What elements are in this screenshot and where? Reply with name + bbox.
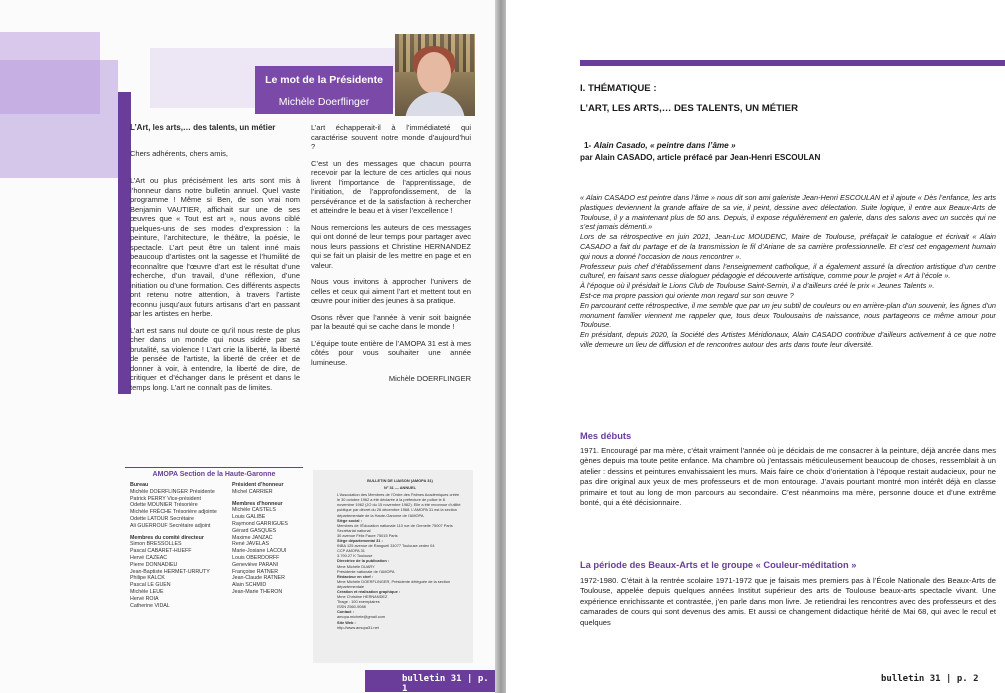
debuts-paragraph	[580, 446, 996, 508]
editorial-column-1	[130, 123, 300, 399]
bureau-heading: Bureau	[130, 482, 149, 488]
page-number: bulletin 31 | p. 2	[881, 674, 979, 684]
member-item: Maxime JANZAC	[232, 534, 273, 541]
editorial-heading: L’Art, les arts,… des talents, un métier	[130, 123, 276, 132]
member-item: Jean-Marie THERON	[232, 588, 283, 595]
left-page	[0, 0, 497, 693]
member-item: Geneviève PARANI	[232, 561, 279, 568]
editorial-paragraph: L’Art ou plus précisément les arts sont mis à l’honneur dans notre bulletin annuel. Quel vaste programme ! Même si Ben, de son vrai nom Benjamin VAUTIER, affichait sur une de ses œuvres que « Tout est art », nous avons ciblé quelques-uns de ses modes d’expression : la peinture, l’architecture, le théâtre, la poésie, le spectacle. L’art peut être un talent inné mais beaucoup d’artistes ont la sagesse et l’humilité de reconnaître que l’œuvre d’art est le résultat d’une recherche, d’un travail, d’une réflexion, d’une initiation ou d’une formation. Ces différents aspects ont retenu notre attention, à travers l’artiste reconnu jusqu’aux futurs artisans d’art en passant par les artistes en herbe.	[130, 176, 300, 318]
president-name: Michèle Doerflinger	[278, 96, 370, 108]
member-item: Michèle CASTELS	[232, 507, 276, 514]
preface-paragraph: « Alain CASADO est peintre dans l’âme » nous dit son ami galeriste Jean-Henri ESCOULAN et il ajoute « Dès l’enfance, les arts plastiques deviennent la grande affaire de sa vie, il peint, dessine avec délectation. Suite logique, il entre aux Beaux-Arts de Toulouse, il y a maintenant plus de 50 ans. Depuis, il expose régulièrement en galerie, dans des salons avec un succès qui ne s’est jamais démenti.»	[580, 193, 996, 232]
preface-paragraph: Professeur puis chef d’établissement dans l’enseignement catholique, il a également assuré la direction artistique d’un centre culturel, en faisant sans cesse dialoguer pédagogie et découverte artistique, comme pour le projet « Art à l’école ».	[580, 261, 996, 281]
article-number: 1-	[584, 141, 594, 150]
member-item: Michèle FRÈCHE Trésorière adjointe	[130, 509, 217, 516]
liaison-line: Contact :	[337, 609, 354, 615]
member-item: Gérard GASQUES	[232, 527, 277, 534]
article-subtitle	[580, 140, 820, 164]
editorial-paragraph: Nous vous invitons à approcher l’univers de celles et ceux qui aiment l’art et mettent tout en œuvre pour initier des jeunes à sa pratique.	[311, 277, 471, 305]
theme-heading-line: L’ART, LES ARTS,… DES TALENTS, UN MÉTIER	[580, 103, 798, 114]
member-item: Jean-Claude RATNER	[232, 575, 285, 582]
article-title: Alain Casado, « peintre dans l’âme »	[593, 141, 736, 150]
member-item: Simon BRESSOLLES	[130, 541, 182, 548]
honneur-list	[232, 482, 310, 596]
member-item: Pierre DONNADIEU	[130, 561, 178, 568]
editorial-paragraph: L’art échapperait-il à l’immédiateté qui caractérise souvent notre monde d’aujourd’hui ?	[311, 123, 471, 151]
president-title: Le mot de la Présidente	[265, 74, 383, 86]
member-item: Jean-Baptiste HERMET-URRUTY	[130, 568, 210, 575]
decorative-block	[0, 60, 118, 178]
member-item: Pascal CABARET-HUEFF	[130, 548, 192, 555]
member-item: Michel CARRIER	[232, 488, 273, 495]
member-item: Odette MOUNIER Trésorière	[130, 502, 198, 509]
liaison-line: Rédacteur en chef :	[337, 573, 374, 579]
member-item: Michèle DOERFLINGER Présidente	[130, 488, 215, 495]
preface-quote	[580, 193, 996, 350]
editorial-paragraph: Osons rêver que l’année à venir soit baignée par la beauté qui se cache dans le monde !	[311, 312, 471, 331]
president-photo	[395, 34, 475, 116]
section-heading-periode: La période des Beaux-Arts et le groupe « Couleur-méditation »	[580, 560, 857, 570]
section-heading-debuts: Mes débuts	[580, 431, 632, 441]
member-item: Louis GALIBE	[232, 514, 266, 521]
editorial-greeting: Chers adhérents, chers amis,	[130, 148, 228, 158]
member-item: Louis OBERDORFF	[232, 554, 280, 561]
member-item: Pascal LE GUEN	[130, 582, 171, 589]
body-paragraph: 1971. Encouragé par ma mère, c’était vraiment l’année où je décidais de me consacrer à la peinture, déjà ancrée dans mes gènes depuis ma toute petite enfance. Ma chambre où j’entassais méticuleusement beaucoup de choses, ressemblait à un atelier : dessins et peintures envahissaient les murs. Mais faire ce choix d’orientation à l’époque restait audacieux, pour ne pas dire original aux yeux de mes professeurs et de mon entourage. J’avais pourtant montré mon intérêt déjà en classe primaire et tout au long de mon parcours au secondaire. C’est néanmoins ma mère, personne douce et d’une extrême bonté, qui a été décisionnaire.	[580, 446, 996, 508]
member-item: Hervé ROIA	[130, 595, 159, 602]
editorial-paragraph: Nous remercions les auteurs de ces messages qui ont donné de leur temps pour partager avec nous leurs passions et Christine HERNANDEZ qui se fait un plaisir de les mettre en page et en valeur.	[311, 222, 471, 270]
liaison-line: Secrétariat national	[337, 527, 371, 533]
liaison-website-link[interactable]: http://www.amopa31.net	[337, 624, 379, 630]
section-title: AMOPA Section de la Haute-Garonne	[125, 467, 303, 478]
editorial-paragraph: L’équipe toute entière de l’AMOPA 31 est à mes côtés pour vous souhaiter une année lumineuse.	[311, 338, 471, 367]
liaison-line: Membres de l’Éducation nationale 110 rue de Grenelle 75007 Paris	[337, 522, 453, 528]
article-byline: par Alain CASADO, article préfacé par Jean-Henri ESCOULAN	[580, 153, 821, 162]
liaison-box	[313, 470, 473, 663]
member-item: Patrick PERRY Vice-président	[130, 495, 201, 502]
liaison-line: Directrice de la publication :	[337, 558, 390, 564]
member-item: Françoise RATNER	[232, 568, 279, 575]
member-item: René JAVELAS	[232, 541, 270, 548]
bureau-list	[130, 482, 230, 609]
editorial-signature: Michèle DOERFLINGER	[388, 374, 471, 383]
liaison-line: CCP AMOPA 31	[337, 548, 365, 554]
president-honneur-heading: Président d’honneur	[232, 482, 284, 488]
liaison-line: Tirage : 100 exemplaires	[337, 599, 380, 605]
editorial-paragraph: L’art est sans nul doute ce qu’il nous reste de plus cher dans un monde qui nous sidère par sa brutalité, sa violence ! L’art crie la liberté, la liberté de pensée de l’artiste, la liberté de créer et de donner à voir, à entendre, la liberté de dire, de critiquer et d’échanger dans le présent et dans le temps long. L’art ne connaît pas de limites.	[130, 325, 300, 392]
liaison-line: ISSN 2560-9088	[337, 604, 366, 610]
preface-paragraph: En présidant, depuis 2020, la Société des Artistes Méridionaux, Alain CASADO contribue d’ailleurs activement à ce que notre ville demeure un lieu de diffusion et de rencontres autour des arts dans toute leur diversité.	[580, 330, 996, 349]
theme-heading-line: I. THÉMATIQUE :	[580, 83, 657, 94]
member-item: Marie-Josiane LACOUI	[232, 548, 287, 555]
president-title-box	[255, 66, 393, 114]
body-paragraph: 1972-1980. C’était à la rentrée scolaire 1971-1972 que je faisais mes premiers pas à l’École Nationale des Beaux-Arts de Toulouse, appelée depuis quelques années Institut supérieur des arts de Toulouse beaux-arts spectacle vivant. Une expérience enrichissante et contrastée, j’en parle dans mon livre. Je retiendrai les rencontres avec des professeurs et des camarades de cours qui sont devenus des amis. Et aussi ce changement didactique hérité de Mai 68, qui avec le recul et quelques	[580, 576, 996, 627]
member-item: Raymond GARRIGUES	[232, 520, 288, 527]
member-item: Hervé CAZEAC	[130, 554, 168, 561]
liaison-line: Siège social :	[337, 517, 362, 523]
liaison-email-link[interactable]: amopa.michele@gmail.com	[337, 614, 386, 620]
member-item: Philipe KALCK	[130, 575, 165, 582]
liaison-number: N° 31 — ANNUEL	[384, 485, 416, 491]
preface-paragraph: Lors de sa rétrospective en juin 2021, Jean-Luc MOUDENC, Maire de Toulouse, préfaçait le catalogue et écrivait « Alain CASADO a fait du partage et de la transmission le fil d’Ariane de sa carrière professionnelle. Et c’est cet engagement humain qui nous a donné l’occasion de nous rencontrer ».	[580, 232, 996, 261]
periode-paragraph	[580, 576, 996, 628]
honneur-heading: Membres d’honneur	[232, 500, 283, 507]
member-item: Catherine VIDAL	[130, 602, 170, 609]
liaison-line: Mme Michèle DOERFLINGER, Présidente déléguée de la section départementale	[337, 578, 451, 589]
liaison-line: Mme Michèle DUARY	[337, 563, 375, 569]
liaison-line: INBA 125 avenue de Rangueil 31077 Toulouse cedex 04	[337, 543, 435, 549]
liaison-line: Site Web :	[337, 619, 356, 625]
purple-top-bar	[580, 60, 1005, 66]
liaison-line: 30 avenue Félix Faure 75015 Paris	[337, 532, 398, 538]
page-number: bulletin 31 | p. 1	[402, 674, 489, 693]
member-item: Alain SCHMID	[232, 582, 267, 589]
preface-paragraph: Est-ce ma propre passion qui oriente mon regard sur son œuvre ?	[580, 290, 794, 300]
liaison-line: Mme Christine HERNANDEZ	[337, 594, 388, 600]
preface-paragraph: En parcourant cette rétrospective, il me semble que par un jeu subtil de couleurs ou en arrière-plan d’un souvenir, les lignes d’un monument familier viennent me rappeler que, tous deux Toulousains de naissance, nous partageons ce même amour pour Toulouse.	[580, 300, 996, 330]
liaison-line: L’Association des Membres de l’Ordre des Palmes Académiques créée le 30 octobre 1962 a été déclarée à la préfecture de police le 8 novembre 1962 (JO du 15 novembre 1962). Elle a été reconnue d’utilité publique par décret du 26 décembre 1968. L’AMOPA 31 est la section départementale de la Haute-Garonne de l’AMOPA.	[337, 492, 461, 518]
comite-heading: Membres du comité directeur	[130, 534, 204, 541]
member-item: Odette LATOUR Secrétaire	[130, 515, 194, 522]
right-page	[506, 0, 1005, 693]
preface-paragraph: À l’époque où il présidait le Lions Club de Toulouse Saint-Sernin, il a d’ailleurs créé le prix « Jeunes Talents ».	[580, 281, 935, 291]
member-item: Ali GUERROUF Secrétaire adjoint	[130, 522, 211, 529]
liaison-title: BULLETIN DE LIAISON (AMOPA 31)	[367, 478, 433, 483]
liaison-line: Présidente nationale de l’AMOPA	[337, 568, 395, 574]
theme-heading	[580, 82, 798, 116]
liaison-line: Siège départemental 31 :	[337, 538, 383, 544]
liaison-line: Création et réalisation graphique :	[337, 588, 401, 594]
member-item: Michèle LEUE	[130, 588, 164, 595]
editorial-paragraph: C’est un des messages que chacun pourra recevoir par la lecture de ces articles qui nous livrent l’importance de l’apprentissage, de l’initiation, de l’approfondissement, de la persévérance et de la satisfaction à rechercher et atteindre le beau et à viser l’excellence !	[311, 158, 471, 215]
liaison-line: 3.790.27 K Toulouse	[337, 553, 373, 559]
editorial-column-2	[311, 123, 471, 391]
